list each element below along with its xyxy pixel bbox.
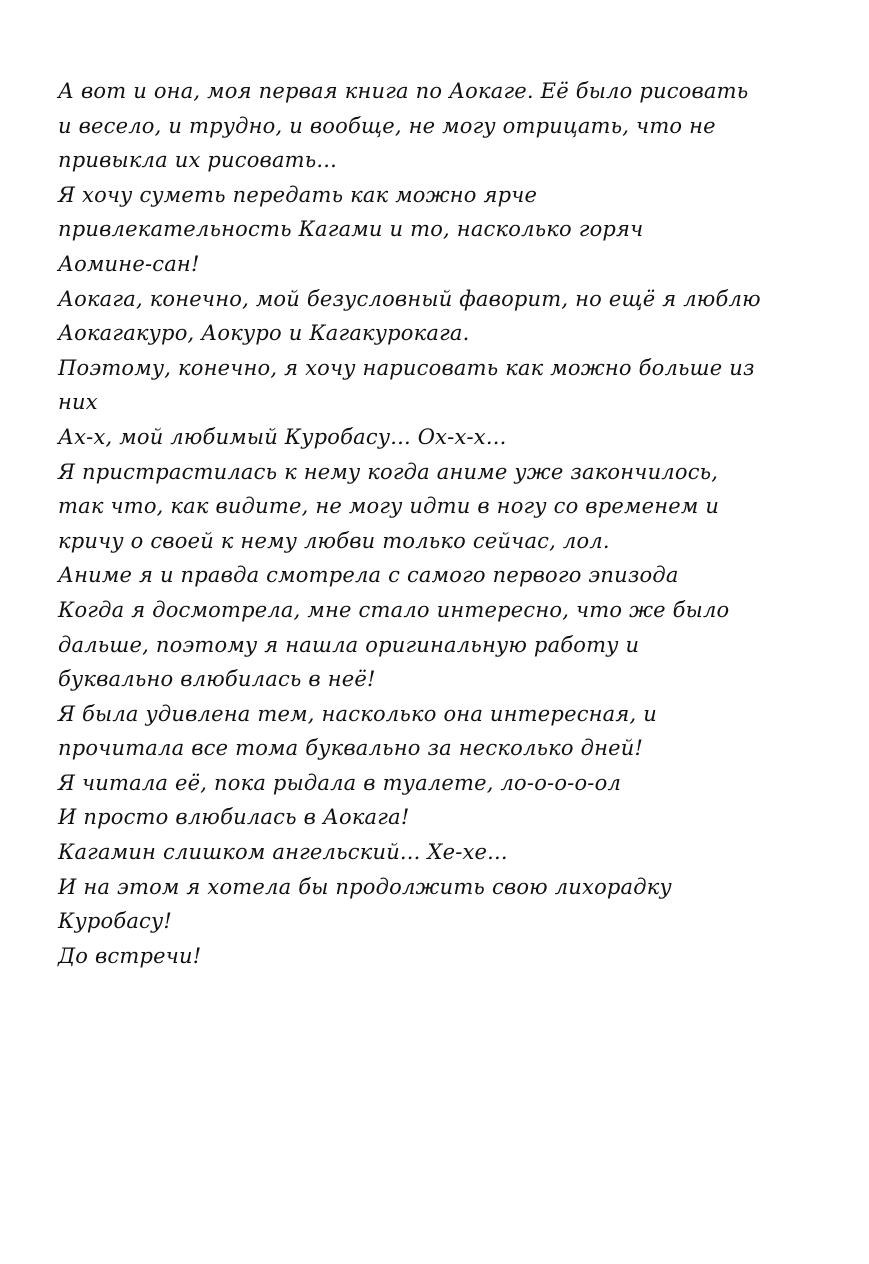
text-line: Аниме я и правда смотрела с самого первого эпизода	[58, 563, 679, 588]
text-line: И на этом я хотела бы продолжить свою лихорадку	[58, 874, 672, 899]
text-line: Куробасу!	[58, 909, 173, 934]
text-line: Кагамин слишком ангельский... Хе-хе...	[58, 840, 508, 865]
text-line: них	[58, 390, 98, 415]
text-line: Ах-х, мой любимый Куробасу... Ох-х-х...	[58, 424, 507, 449]
text-line: дальше, поэтому я нашла оригинальную работу и	[58, 632, 640, 657]
text-line: И просто влюбилась в Аокага!	[58, 805, 410, 830]
text-line: кричу о своей к нему любви только сейчас, лол.	[58, 528, 610, 553]
text-line: Я пристрастилась к нему когда аниме уже закончилось,	[58, 459, 719, 484]
text-line: привлекательность Кагами и то, насколько горяч	[58, 217, 644, 242]
text-line: Аокага, конечно, мой безусловный фаворит, но ещё я люблю	[58, 286, 761, 311]
text-line: До встречи!	[58, 943, 202, 968]
text-line: Аомине-сан!	[58, 251, 200, 276]
text-line: Аокагакуро, Аокуро и Кагакурокага.	[58, 321, 470, 346]
text-line: так что, как видите, не могу идти в ногу со временем и	[58, 494, 720, 519]
text-line: буквально влюбилась в неё!	[58, 667, 376, 692]
text-line: Я читала её, пока рыдала в туалете, ло-о-о-о-ол	[58, 770, 622, 795]
text-line: Когда я досмотрела, мне стало интересно, что же было	[58, 597, 730, 622]
text-line: прочитала все тома буквально за несколько дней!	[58, 736, 644, 761]
text-line: привыкла их рисовать...	[58, 148, 338, 173]
text-line: А вот и она, моя первая книга по Аокаге. Её было рисовать	[58, 79, 749, 103]
handwritten-text	[58, 74, 848, 973]
text-line: Я была удивлена тем, насколько она интересная, и	[58, 701, 657, 726]
text-line: Я хочу суметь передать как можно ярче	[58, 182, 538, 207]
text-line: Поэтому, конечно, я хочу нарисовать как можно больше из	[58, 355, 755, 380]
text-line: и весело, и трудно, и вообще, не могу отрицать, что не	[58, 113, 716, 138]
